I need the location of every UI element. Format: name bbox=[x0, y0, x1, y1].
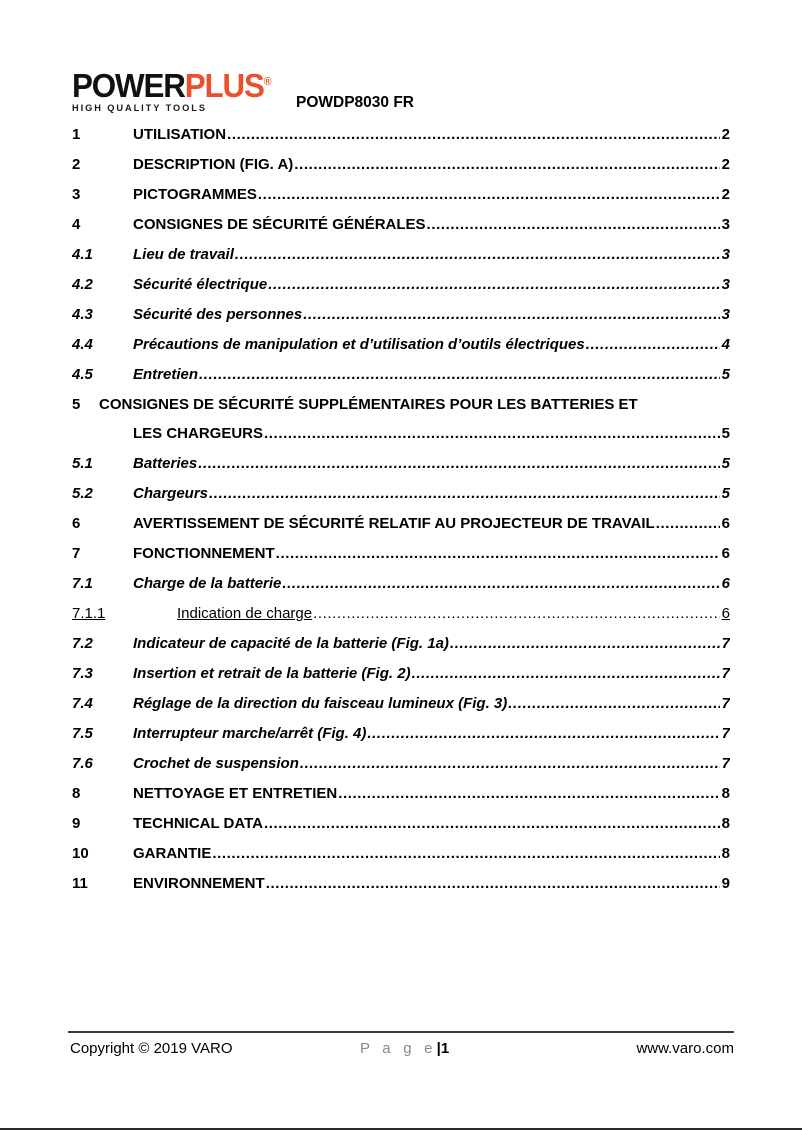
toc-entry[interactable] bbox=[72, 815, 730, 832]
toc-entry-title: NETTOYAGE ET ENTRETIEN bbox=[133, 785, 338, 802]
toc-entry[interactable] bbox=[72, 875, 730, 892]
toc-entry-title: AVERTISSEMENT DE SÉCURITÉ RELATIF AU PROJECTEUR DE TRAVAIL bbox=[133, 515, 655, 532]
logo-word-plus: PLUS bbox=[184, 67, 264, 104]
toc-leader-dots bbox=[303, 306, 719, 323]
toc-leader-dots bbox=[264, 815, 720, 832]
toc-leader-dots bbox=[586, 336, 720, 353]
toc-entry-page: 7 bbox=[721, 755, 730, 772]
toc-entry[interactable] bbox=[72, 785, 730, 802]
toc-entry-page: 3 bbox=[721, 246, 730, 263]
toc-entry-title: Batteries bbox=[133, 455, 198, 472]
toc-entry-number: 7.6 bbox=[72, 755, 93, 772]
toc-entry-number: 8 bbox=[72, 785, 81, 802]
toc-entry[interactable] bbox=[72, 665, 730, 682]
footer-website[interactable]: www.varo.com bbox=[636, 1040, 734, 1057]
toc-leader-dots bbox=[367, 725, 719, 742]
toc-entry-page: 9 bbox=[721, 875, 730, 892]
toc-leader-dots bbox=[294, 156, 719, 173]
toc-entry-title: Insertion et retrait de la batterie (Fig. 2) bbox=[133, 665, 411, 682]
toc-entry[interactable] bbox=[72, 156, 730, 173]
toc-entry-number: 4 bbox=[72, 216, 81, 233]
document-header bbox=[72, 66, 730, 118]
toc-entry-number: 7.3 bbox=[72, 665, 93, 682]
toc-entry[interactable] bbox=[72, 515, 730, 532]
toc-leader-dots bbox=[313, 605, 720, 622]
toc-entry-number: 9 bbox=[72, 815, 81, 832]
toc-entry-page: 5 bbox=[721, 485, 730, 502]
toc-entry[interactable] bbox=[72, 306, 730, 323]
registered-trademark-icon: ® bbox=[263, 76, 272, 88]
toc-entry-page: 8 bbox=[721, 845, 730, 862]
toc-entry-page: 8 bbox=[721, 785, 730, 802]
footer-page-number: 1 bbox=[440, 1040, 450, 1057]
toc-entry-number: 5.2 bbox=[72, 485, 93, 502]
toc-leader-dots bbox=[300, 755, 720, 772]
toc-entry[interactable] bbox=[72, 695, 730, 712]
toc-leader-dots bbox=[282, 575, 719, 592]
toc-entry-number: 4.3 bbox=[72, 306, 93, 323]
toc-entry-title: Charge de la batterie bbox=[133, 575, 282, 592]
toc-entry-title: Indicateur de capacité de la batterie (Fig. 1a) bbox=[133, 635, 449, 652]
toc-entry-title: Sécurité des personnes bbox=[133, 306, 303, 323]
toc-entry-title: ENVIRONNEMENT bbox=[133, 875, 265, 892]
footer-page-label: P a g e bbox=[360, 1040, 437, 1057]
toc-entry-title: Entretien bbox=[133, 366, 199, 383]
toc-entry[interactable] bbox=[72, 246, 730, 263]
toc-entry-number: 10 bbox=[72, 845, 89, 862]
toc-entry[interactable] bbox=[72, 336, 730, 353]
toc-entry-page: 7 bbox=[721, 635, 730, 652]
toc-leader-dots bbox=[198, 455, 719, 472]
toc-entry[interactable] bbox=[72, 396, 730, 442]
toc-entry-page: 3 bbox=[721, 276, 730, 293]
toc-entry-number: 1 bbox=[72, 126, 81, 143]
toc-entry-number: 6 bbox=[72, 515, 81, 532]
toc-entry-number: 5 bbox=[72, 396, 81, 413]
toc-leader-dots bbox=[338, 785, 719, 802]
toc-entry[interactable] bbox=[72, 455, 730, 472]
toc-entry-title: CONSIGNES DE SÉCURITÉ SUPPLÉMENTAIRES POUR LES BATTERIES ET bbox=[99, 396, 638, 413]
toc-entry-title: PICTOGRAMMES bbox=[133, 186, 257, 203]
toc-entry[interactable] bbox=[72, 575, 730, 592]
footer-divider bbox=[68, 1031, 734, 1033]
footer-row bbox=[68, 1040, 734, 1062]
toc-entry-title: GARANTIE bbox=[133, 845, 212, 862]
toc-entry-page: 6 bbox=[721, 575, 730, 592]
table-of-contents bbox=[72, 126, 730, 905]
toc-entry[interactable] bbox=[72, 126, 730, 143]
toc-entry-number: 4.5 bbox=[72, 366, 93, 383]
toc-entry-page: 2 bbox=[721, 186, 730, 203]
toc-entry-page: 2 bbox=[721, 126, 730, 143]
toc-entry[interactable] bbox=[72, 545, 730, 562]
toc-entry-line-1 bbox=[72, 396, 730, 413]
toc-entry-title-continued: LES CHARGEURS bbox=[133, 425, 264, 442]
toc-leader-dots bbox=[199, 366, 720, 383]
toc-entry-number: 4.1 bbox=[72, 246, 93, 263]
toc-leader-dots bbox=[656, 515, 720, 532]
toc-leader-dots bbox=[412, 665, 720, 682]
toc-entry[interactable] bbox=[72, 485, 730, 502]
toc-entry-title: CONSIGNES DE SÉCURITÉ GÉNÉRALES bbox=[133, 216, 426, 233]
footer-page-indicator bbox=[360, 1040, 449, 1057]
footer-page-separator: | bbox=[436, 1040, 441, 1057]
toc-entry[interactable] bbox=[72, 755, 730, 772]
toc-leader-dots bbox=[508, 695, 719, 712]
toc-leader-dots bbox=[264, 425, 720, 442]
toc-entry-number: 3 bbox=[72, 186, 81, 203]
toc-entry-page: 6 bbox=[721, 605, 730, 622]
toc-entry[interactable] bbox=[72, 635, 730, 652]
toc-leader-dots bbox=[266, 875, 720, 892]
toc-entry[interactable] bbox=[72, 845, 730, 862]
toc-entry-page: 4 bbox=[721, 336, 730, 353]
toc-entry-title: TECHNICAL DATA bbox=[133, 815, 263, 832]
toc-entry-title: Crochet de suspension bbox=[133, 755, 299, 772]
powerplus-logo bbox=[72, 66, 282, 114]
toc-entry-page: 7 bbox=[721, 695, 730, 712]
toc-entry-number: 7.5 bbox=[72, 725, 93, 742]
toc-entry-title: Lieu de travail bbox=[133, 246, 234, 263]
toc-entry-page: 3 bbox=[721, 216, 730, 233]
logo-word-power: POWER bbox=[72, 67, 185, 104]
toc-leader-dots bbox=[258, 186, 720, 203]
toc-entry-number: 7.1 bbox=[72, 575, 93, 592]
toc-entry-page: 3 bbox=[721, 306, 730, 323]
toc-entry-page: 5 bbox=[721, 455, 730, 472]
toc-leader-dots bbox=[235, 246, 720, 263]
toc-entry-title: DESCRIPTION (FIG. A) bbox=[133, 156, 294, 173]
toc-entry-number: 7.4 bbox=[72, 695, 93, 712]
toc-entry[interactable] bbox=[72, 725, 730, 742]
toc-entry-line-2 bbox=[72, 425, 730, 442]
toc-leader-dots bbox=[227, 126, 720, 143]
toc-entry-number: 11 bbox=[72, 875, 88, 892]
toc-entry-title: Interrupteur marche/arrêt (Fig. 4) bbox=[133, 725, 367, 742]
toc-entry[interactable] bbox=[72, 186, 730, 203]
toc-entry-page: 6 bbox=[721, 515, 730, 532]
toc-entry-title: Réglage de la direction du faisceau lumineux (Fig. 3) bbox=[133, 695, 508, 712]
toc-leader-dots bbox=[450, 635, 720, 652]
toc-entry[interactable] bbox=[72, 366, 730, 383]
toc-entry-page: 6 bbox=[721, 545, 730, 562]
toc-entry-page: 5 bbox=[721, 425, 730, 442]
logo-tagline: HIGH QUALITY TOOLS bbox=[72, 103, 207, 114]
toc-entry-title: Sécurité électrique bbox=[133, 276, 268, 293]
toc-entry-page: 7 bbox=[721, 725, 730, 742]
toc-entry-number: 4.2 bbox=[72, 276, 93, 293]
toc-entry-page: 8 bbox=[721, 815, 730, 832]
toc-entry-title: Précautions de manipulation et d’utilisation d’outils électriques bbox=[133, 336, 585, 353]
toc-leader-dots bbox=[212, 845, 719, 862]
toc-entry-title: Indication de charge bbox=[177, 605, 313, 622]
toc-leader-dots bbox=[268, 276, 719, 293]
footer-copyright: Copyright © 2019 VARO bbox=[70, 1040, 233, 1057]
toc-entry-number: 7.1.1 bbox=[72, 605, 106, 622]
toc-entry-page: 7 bbox=[721, 665, 730, 682]
toc-entry-page: 5 bbox=[721, 366, 730, 383]
toc-leader-dots bbox=[209, 485, 720, 502]
toc-entry-number: 4.4 bbox=[72, 336, 93, 353]
toc-entry-number: 7.2 bbox=[72, 635, 93, 652]
toc-entry[interactable] bbox=[72, 216, 730, 233]
toc-entry-page: 2 bbox=[721, 156, 730, 173]
toc-entry[interactable] bbox=[72, 605, 730, 622]
toc-entry-number: 5.1 bbox=[72, 455, 93, 472]
document-code: POWDP8030 FR bbox=[296, 94, 415, 111]
logo-wordmark bbox=[72, 66, 272, 102]
toc-entry-title: FONCTIONNEMENT bbox=[133, 545, 275, 562]
toc-entry-number: 7 bbox=[72, 545, 81, 562]
page-footer bbox=[68, 1031, 734, 1062]
toc-entry-number: 2 bbox=[72, 156, 81, 173]
toc-leader-dots bbox=[276, 545, 720, 562]
toc-entry-title: Chargeurs bbox=[133, 485, 209, 502]
toc-leader-dots bbox=[427, 216, 720, 233]
toc-entry[interactable] bbox=[72, 276, 730, 293]
toc-entry-title: UTILISATION bbox=[133, 126, 227, 143]
